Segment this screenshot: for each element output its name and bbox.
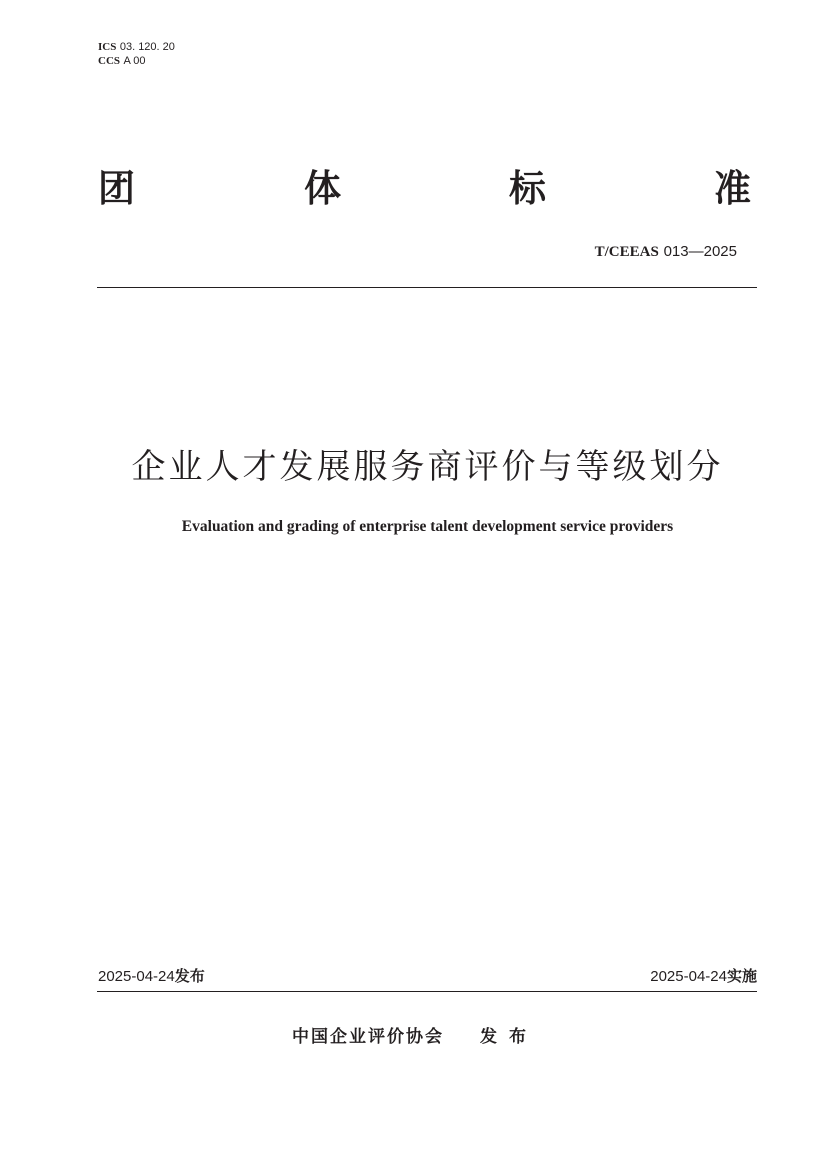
- publisher-name: 中国企业评价协会: [292, 1027, 444, 1047]
- standard-number-prefix: T/CEEAS: [594, 244, 659, 260]
- classification-codes: [98, 40, 175, 68]
- standard-type-char-1: 团: [98, 167, 135, 210]
- publisher-issued: 发布: [480, 1027, 538, 1047]
- bottom-divider: [97, 991, 757, 992]
- top-divider: [97, 287, 757, 288]
- standard-type-char-3: 标: [509, 167, 546, 210]
- publish-date: [98, 966, 205, 987]
- publish-date-value: 2025-04-24: [98, 968, 175, 985]
- ccs-code: [98, 54, 175, 68]
- document-title-english: Evaluation and grading of enterprise talent development service providers: [181, 518, 674, 535]
- standard-type-char-2: 体: [304, 167, 341, 210]
- document-title-chinese: 企业人才发展服务商评价与等级划分: [131, 447, 724, 487]
- standard-number-value: 013—2025: [663, 243, 737, 260]
- ics-label: ICS: [98, 41, 117, 53]
- publish-date-suffix: 发布: [174, 967, 205, 985]
- publisher: [292, 1026, 538, 1048]
- implement-date-value: 2025-04-24: [650, 968, 727, 985]
- ccs-label: CCS: [98, 55, 121, 67]
- ccs-value: A 00: [123, 55, 146, 67]
- implement-date: [650, 966, 757, 987]
- implement-date-suffix: 实施: [726, 967, 757, 985]
- standard-number: [595, 241, 737, 262]
- standard-type-char-4: 准: [714, 167, 751, 210]
- ics-value: 03. 120. 20: [119, 41, 175, 53]
- standard-type-heading: [98, 166, 760, 212]
- ics-code: [98, 40, 175, 54]
